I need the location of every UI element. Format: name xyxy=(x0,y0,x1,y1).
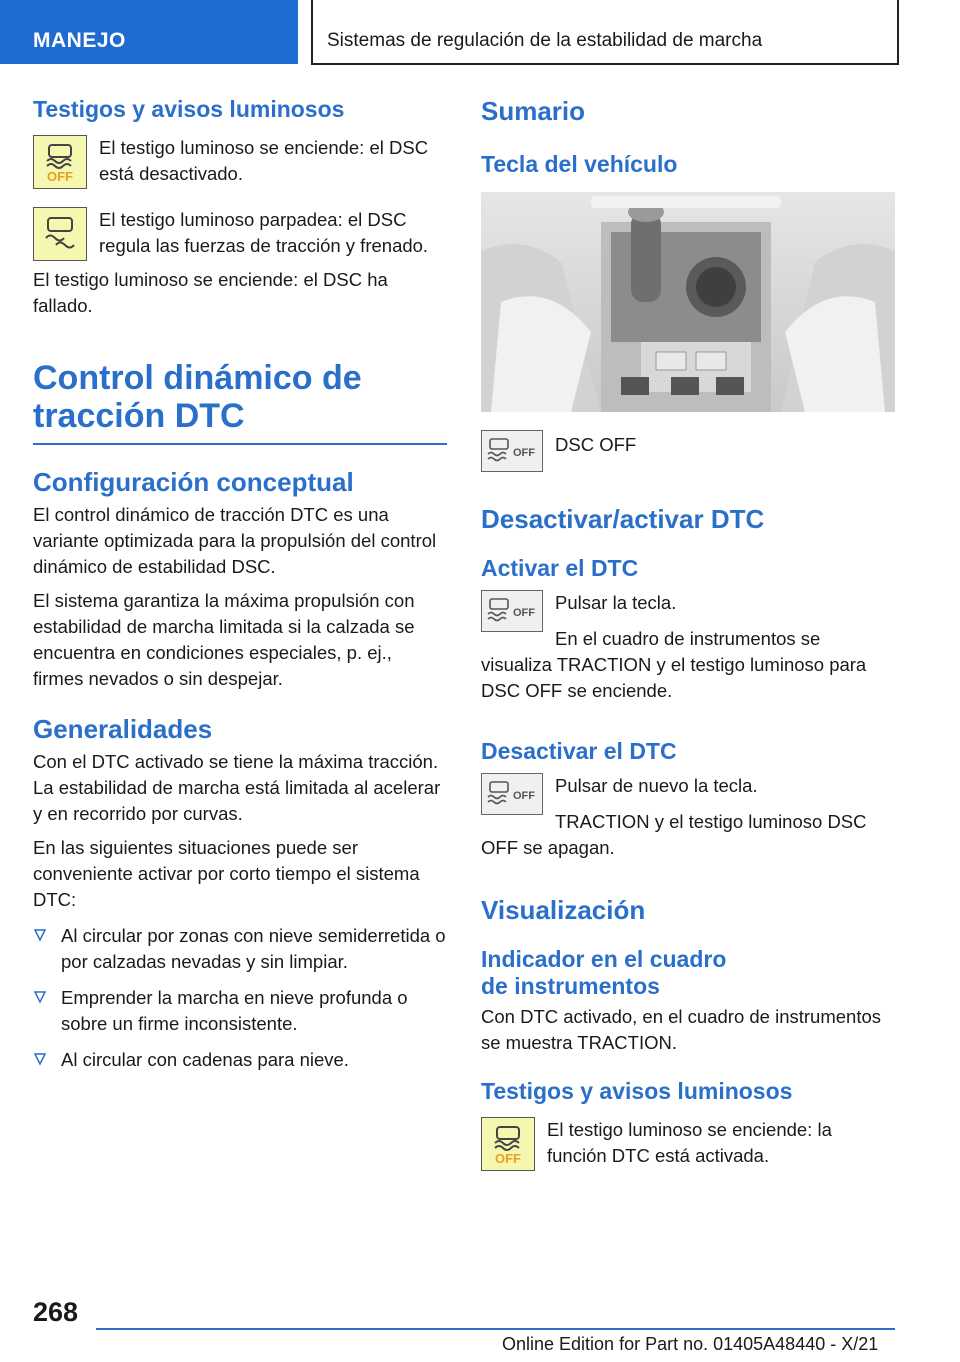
section-tab xyxy=(0,0,298,64)
chapter-label: Sistemas de regulación de la estabilidad de marcha xyxy=(327,30,763,51)
dsc-off-warning-icon xyxy=(33,135,87,189)
config-heading: Configuración conceptual xyxy=(33,467,354,497)
list-item: Al circular por zonas con nieve semiderretida o por calzadas nevadas y sin limpiar. xyxy=(33,923,447,975)
general-heading: Generalidades xyxy=(33,714,213,744)
situations-list xyxy=(33,923,447,1073)
page-header xyxy=(0,0,960,66)
dtc-lamp-text: El testigo luminoso se enciende: la función DTC está activada. xyxy=(547,1119,832,1166)
indicador-paragraph: Con DTC activado, en el cuadro de instrumentos se muestra TRACTION. xyxy=(481,1006,882,1053)
right-column xyxy=(481,96,895,1171)
lamp3-text: El testigo luminoso se enciende: el DSC ha fallado. xyxy=(33,269,388,316)
config-paragraph-1: El control dinámico de tracción DTC es una variante optimizada para la propulsión del control dinámico de estabilidad DSC. xyxy=(33,504,437,577)
svg-text:OFF: OFF xyxy=(47,169,73,184)
bullet-triangle-icon xyxy=(33,1052,47,1066)
activar-heading: Activar el DTC xyxy=(481,555,639,581)
general-paragraph-1: Con el DTC activado se tiene la máxima tracción. La estabilidad de marcha está limitada al acelerar y en recorrido por curvas. xyxy=(33,751,441,824)
lamp-row-2 xyxy=(33,207,447,261)
list-item: Emprender la marcha en nieve profunda o sobre un firme inconsistente. xyxy=(33,985,447,1037)
dsc-off-label: DSC OFF xyxy=(555,434,637,455)
tecla-heading: Tecla del vehículo xyxy=(481,151,678,177)
lamp-row-1 xyxy=(33,135,447,189)
dtc-active-warning-icon xyxy=(481,1117,535,1171)
page-number: 268 xyxy=(33,1297,79,1327)
dsc-off-button-icon xyxy=(481,590,543,632)
testigos-heading: Testigos y avisos luminosos xyxy=(33,96,345,122)
center-console-photo xyxy=(481,192,895,412)
bullet-triangle-icon xyxy=(33,990,47,1004)
svg-text:OFF: OFF xyxy=(513,790,535,802)
svg-text:OFF: OFF xyxy=(513,447,535,459)
section-label: MANEJO xyxy=(33,29,126,52)
config-paragraph-2: El sistema garantiza la máxima propulsión con estabilidad de marcha limitada si la calzada se encuentra en condiciones especiales, p. ej., firmes nevados o sin despejar. xyxy=(33,590,415,689)
visual-heading: Visualización xyxy=(481,895,646,925)
svg-text:OFF: OFF xyxy=(513,607,535,619)
left-column xyxy=(33,96,447,1073)
dsc-off-button-row xyxy=(481,430,895,472)
indicador-heading: Indicador en el cuadro de instrumentos xyxy=(481,946,727,999)
general-paragraph-2: En las siguientes situaciones puede ser conveniente activar por corto tiempo el sistema DTC: xyxy=(33,837,420,910)
desactivar-heading: Desactivar el DTC xyxy=(481,738,677,764)
activar-step-1: Pulsar la tecla. xyxy=(555,592,677,613)
sumario-heading: Sumario xyxy=(481,96,586,126)
lamp1-text: El testigo luminoso se enciende: el DSC está desactivado. xyxy=(99,137,429,184)
dtc-heading: Control dinámico de tracción DTC xyxy=(33,359,362,435)
svg-text:OFF: OFF xyxy=(495,1151,521,1166)
dsc-regulating-icon xyxy=(33,207,87,261)
heading-rule xyxy=(33,443,447,445)
dsc-off-button-icon xyxy=(481,773,543,815)
dtc-lamp-row xyxy=(481,1117,895,1171)
activar-step-2: En el cuadro de instrumentos se visualiza TRACTION y el testigo luminoso para DSC OFF se enciende. xyxy=(481,628,867,701)
chapter-tab xyxy=(311,0,899,65)
bullet-triangle-icon xyxy=(33,928,47,942)
lamp2-text: El testigo luminoso parpadea: el DSC regula las fuerzas de tracción y frenado. xyxy=(99,209,429,256)
edition-footer: Online Edition for Part no. 01405A48440 - X/21 xyxy=(502,1334,879,1354)
dsc-off-button-icon xyxy=(481,430,543,472)
desact-heading: Desactivar/activar DTC xyxy=(481,504,765,534)
footer-rule xyxy=(96,1328,895,1330)
testigos-heading-right: Testigos y avisos luminosos xyxy=(481,1078,793,1104)
list-item: Al circular con cadenas para nieve. xyxy=(33,1047,447,1073)
desactivar-step-1: Pulsar de nuevo la tecla. xyxy=(555,775,758,796)
desactivar-step-2: TRACTION y el testigo luminoso DSC OFF se apagan. xyxy=(481,811,867,858)
